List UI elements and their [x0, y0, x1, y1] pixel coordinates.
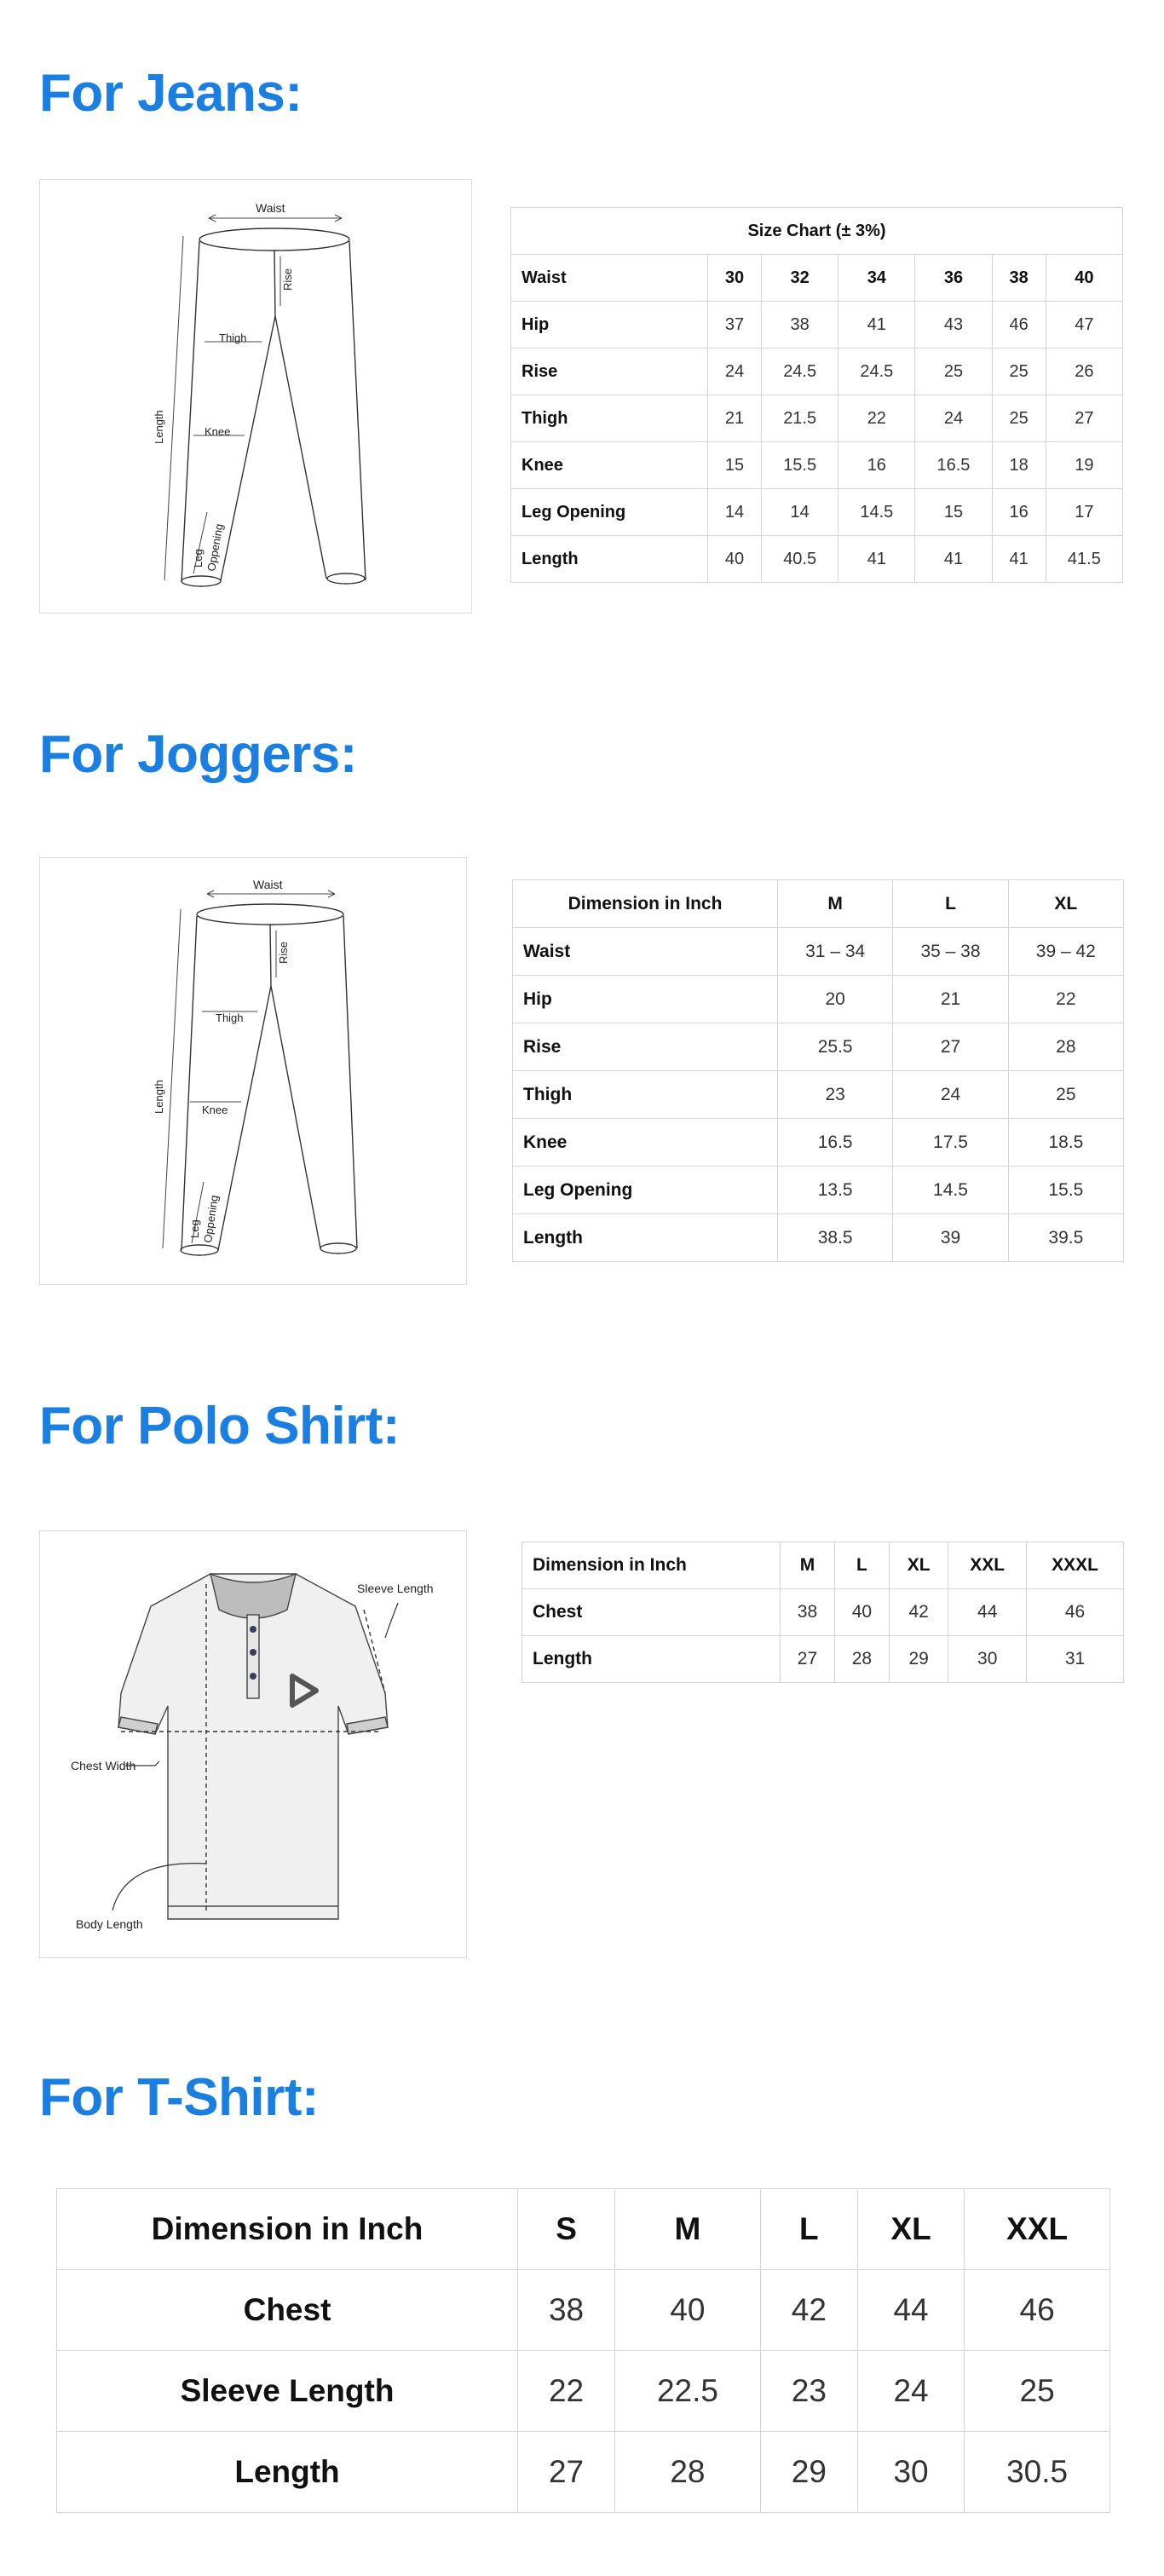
joggers-header-label: Dimension in Inch [513, 880, 778, 928]
table-cell: 18 [992, 442, 1046, 489]
size-header: M [615, 2189, 761, 2270]
table-cell: 41 [838, 536, 915, 583]
table-cell: 16.5 [915, 442, 992, 489]
table-cell: 25 [992, 349, 1046, 395]
table-cell: 24 [857, 2351, 964, 2432]
table-cell: 43 [915, 302, 992, 349]
table-row [513, 976, 1124, 1023]
table-cell: 38.5 [778, 1214, 893, 1262]
table-cell: 23 [778, 1071, 893, 1119]
table-row [57, 2270, 1110, 2351]
row-label: Thigh [513, 1071, 778, 1119]
table-cell: 37 [707, 302, 761, 349]
table-cell: 18.5 [1008, 1119, 1123, 1167]
joggers-heading: For Joggers: [39, 725, 357, 784]
table-row [511, 302, 1123, 349]
row-label: Hip [513, 976, 778, 1023]
table-cell: 25 [915, 349, 992, 395]
table-cell: 44 [857, 2270, 964, 2351]
joggers-label-knee: Knee [202, 1104, 228, 1116]
table-cell: 16 [992, 489, 1046, 536]
table-cell: 14.5 [893, 1167, 1008, 1214]
row-label: Length [522, 1636, 781, 1683]
table-cell: 28 [615, 2432, 761, 2513]
table-cell: 24 [707, 349, 761, 395]
table-cell: 21 [893, 976, 1008, 1023]
table-cell: 47 [1046, 302, 1122, 349]
table-cell: 22 [518, 2351, 615, 2432]
joggers-diagram [39, 857, 467, 1285]
table-cell: 24.5 [762, 349, 838, 395]
size-header: XXL [965, 2189, 1110, 2270]
row-label: Leg Opening [513, 1167, 778, 1214]
table-cell: 38 [762, 302, 838, 349]
row-label: Waist [513, 928, 778, 976]
table-cell: 44 [948, 1589, 1027, 1636]
size-header: L [893, 880, 1008, 928]
table-row [511, 395, 1123, 442]
table-cell: 30 [948, 1636, 1027, 1683]
jeans-size-table [510, 207, 1123, 583]
table-cell: 24 [893, 1071, 1008, 1119]
row-label: Sleeve Length [57, 2351, 518, 2432]
table-cell: 40 [707, 536, 761, 583]
size-header: M [781, 1542, 835, 1589]
jeans-table-title: Size Chart (± 3%) [511, 208, 1123, 255]
polo-illustration [40, 1531, 466, 1957]
jeans-label-leg: Leg [192, 549, 205, 568]
table-cell: 13.5 [778, 1167, 893, 1214]
table-cell: 19 [1046, 442, 1122, 489]
table-cell: 31 [1027, 1636, 1124, 1683]
table-row [511, 536, 1123, 583]
size-header: 34 [838, 255, 915, 302]
table-cell: 25 [965, 2351, 1110, 2432]
table-cell: 22 [1008, 976, 1123, 1023]
jeans-label-rise: Rise [281, 268, 294, 291]
table-cell: 30.5 [965, 2432, 1110, 2513]
size-header: 36 [915, 255, 992, 302]
table-row [511, 208, 1123, 255]
table-cell: 24 [915, 395, 992, 442]
jeans-label-thigh: Thigh [219, 331, 247, 344]
row-label: Leg Opening [511, 489, 708, 536]
size-header: XXL [948, 1542, 1027, 1589]
table-cell: 25 [992, 395, 1046, 442]
polo-label-chest: Chest Width [71, 1759, 136, 1772]
table-cell: 35 – 38 [893, 928, 1008, 976]
table-cell: 40 [834, 1589, 889, 1636]
table-cell: 14 [707, 489, 761, 536]
size-header: 38 [992, 255, 1046, 302]
joggers-label-waist: Waist [253, 878, 283, 891]
table-cell: 25.5 [778, 1023, 893, 1071]
table-cell: 22 [838, 395, 915, 442]
row-label: Length [57, 2432, 518, 2513]
table-cell: 39.5 [1008, 1214, 1123, 1262]
table-row [513, 1071, 1124, 1119]
size-header: L [760, 2189, 857, 2270]
table-cell: 41 [915, 536, 992, 583]
joggers-label-opening: Oppening [201, 1194, 221, 1244]
table-row [513, 1167, 1124, 1214]
table-cell: 39 – 42 [1008, 928, 1123, 976]
table-cell: 42 [760, 2270, 857, 2351]
polo-heading: For Polo Shirt: [39, 1397, 400, 1455]
table-cell: 22.5 [615, 2351, 761, 2432]
table-cell: 17.5 [893, 1119, 1008, 1167]
table-cell: 40 [615, 2270, 761, 2351]
table-cell: 38 [781, 1589, 835, 1636]
table-row [513, 1214, 1124, 1262]
size-header: XXXL [1027, 1542, 1124, 1589]
table-cell: 41 [838, 302, 915, 349]
table-cell: 23 [760, 2351, 857, 2432]
table-row [511, 442, 1123, 489]
table-row [57, 2351, 1110, 2432]
size-header: S [518, 2189, 615, 2270]
table-cell: 41.5 [1046, 536, 1122, 583]
table-cell: 41 [992, 536, 1046, 583]
size-header: XL [1008, 880, 1123, 928]
size-header: L [834, 1542, 889, 1589]
table-row [511, 349, 1123, 395]
jeans-label-length: Length [153, 410, 165, 444]
row-label: Hip [511, 302, 708, 349]
row-label: Knee [511, 442, 708, 489]
table-cell: 14 [762, 489, 838, 536]
table-cell: 27 [893, 1023, 1008, 1071]
table-cell: 42 [889, 1589, 948, 1636]
size-header: 40 [1046, 255, 1122, 302]
table-row [513, 880, 1124, 928]
jeans-diagram [39, 179, 472, 614]
row-label: Length [513, 1214, 778, 1262]
table-row [522, 1589, 1124, 1636]
joggers-illustration [40, 858, 466, 1284]
tshirt-header-label: Dimension in Inch [57, 2189, 518, 2270]
table-row [522, 1542, 1124, 1589]
table-cell: 40.5 [762, 536, 838, 583]
table-row [513, 1119, 1124, 1167]
tshirt-heading: For T-Shirt: [39, 2068, 320, 2127]
table-row [513, 928, 1124, 976]
table-cell: 28 [1008, 1023, 1123, 1071]
joggers-label-leg: Leg [188, 1219, 201, 1238]
row-label: Rise [513, 1023, 778, 1071]
row-label: Rise [511, 349, 708, 395]
jeans-illustration [40, 180, 471, 613]
table-row [511, 255, 1123, 302]
size-header: 32 [762, 255, 838, 302]
table-cell: 15 [915, 489, 992, 536]
table-cell: 29 [889, 1636, 948, 1683]
size-header: XL [889, 1542, 948, 1589]
row-label: Knee [513, 1119, 778, 1167]
table-cell: 21 [707, 395, 761, 442]
table-cell: 27 [1046, 395, 1122, 442]
polo-label-body: Body Length [76, 1917, 143, 1931]
row-label: Chest [522, 1589, 781, 1636]
table-cell: 27 [781, 1636, 835, 1683]
row-label: Chest [57, 2270, 518, 2351]
table-cell: 38 [518, 2270, 615, 2351]
row-label: Thigh [511, 395, 708, 442]
jeans-label-opening: Oppening [205, 522, 226, 573]
polo-header-label: Dimension in Inch [522, 1542, 781, 1589]
table-cell: 39 [893, 1214, 1008, 1262]
table-cell: 17 [1046, 489, 1122, 536]
table-cell: 27 [518, 2432, 615, 2513]
table-cell: 46 [992, 302, 1046, 349]
table-cell: 30 [857, 2432, 964, 2513]
table-cell: 46 [965, 2270, 1110, 2351]
size-header: M [778, 880, 893, 928]
jeans-header-label: Waist [511, 255, 708, 302]
table-cell: 16.5 [778, 1119, 893, 1167]
polo-size-table [521, 1542, 1124, 1683]
table-cell: 29 [760, 2432, 857, 2513]
table-row [511, 489, 1123, 536]
size-header: XL [857, 2189, 964, 2270]
row-label: Length [511, 536, 708, 583]
table-cell: 24.5 [838, 349, 915, 395]
size-header: 30 [707, 255, 761, 302]
table-cell: 31 – 34 [778, 928, 893, 976]
table-cell: 14.5 [838, 489, 915, 536]
table-cell: 25 [1008, 1071, 1123, 1119]
table-cell: 15.5 [762, 442, 838, 489]
table-cell: 28 [834, 1636, 889, 1683]
table-row [57, 2189, 1110, 2270]
joggers-size-table [512, 879, 1124, 1262]
joggers-label-rise: Rise [277, 941, 290, 964]
joggers-label-length: Length [153, 1080, 165, 1114]
jeans-label-waist: Waist [256, 201, 285, 215]
table-cell: 26 [1046, 349, 1122, 395]
table-cell: 16 [838, 442, 915, 489]
table-row [513, 1023, 1124, 1071]
tshirt-size-table [56, 2188, 1110, 2513]
jeans-label-knee: Knee [205, 425, 231, 438]
table-cell: 46 [1027, 1589, 1124, 1636]
table-cell: 20 [778, 976, 893, 1023]
table-row [57, 2432, 1110, 2513]
table-cell: 15.5 [1008, 1167, 1123, 1214]
jeans-heading: For Jeans: [39, 64, 303, 123]
table-cell: 21.5 [762, 395, 838, 442]
table-row [522, 1636, 1124, 1683]
polo-label-sleeve: Sleeve Length [357, 1582, 434, 1595]
table-cell: 15 [707, 442, 761, 489]
polo-diagram [39, 1530, 467, 1958]
joggers-label-thigh: Thigh [216, 1011, 244, 1024]
